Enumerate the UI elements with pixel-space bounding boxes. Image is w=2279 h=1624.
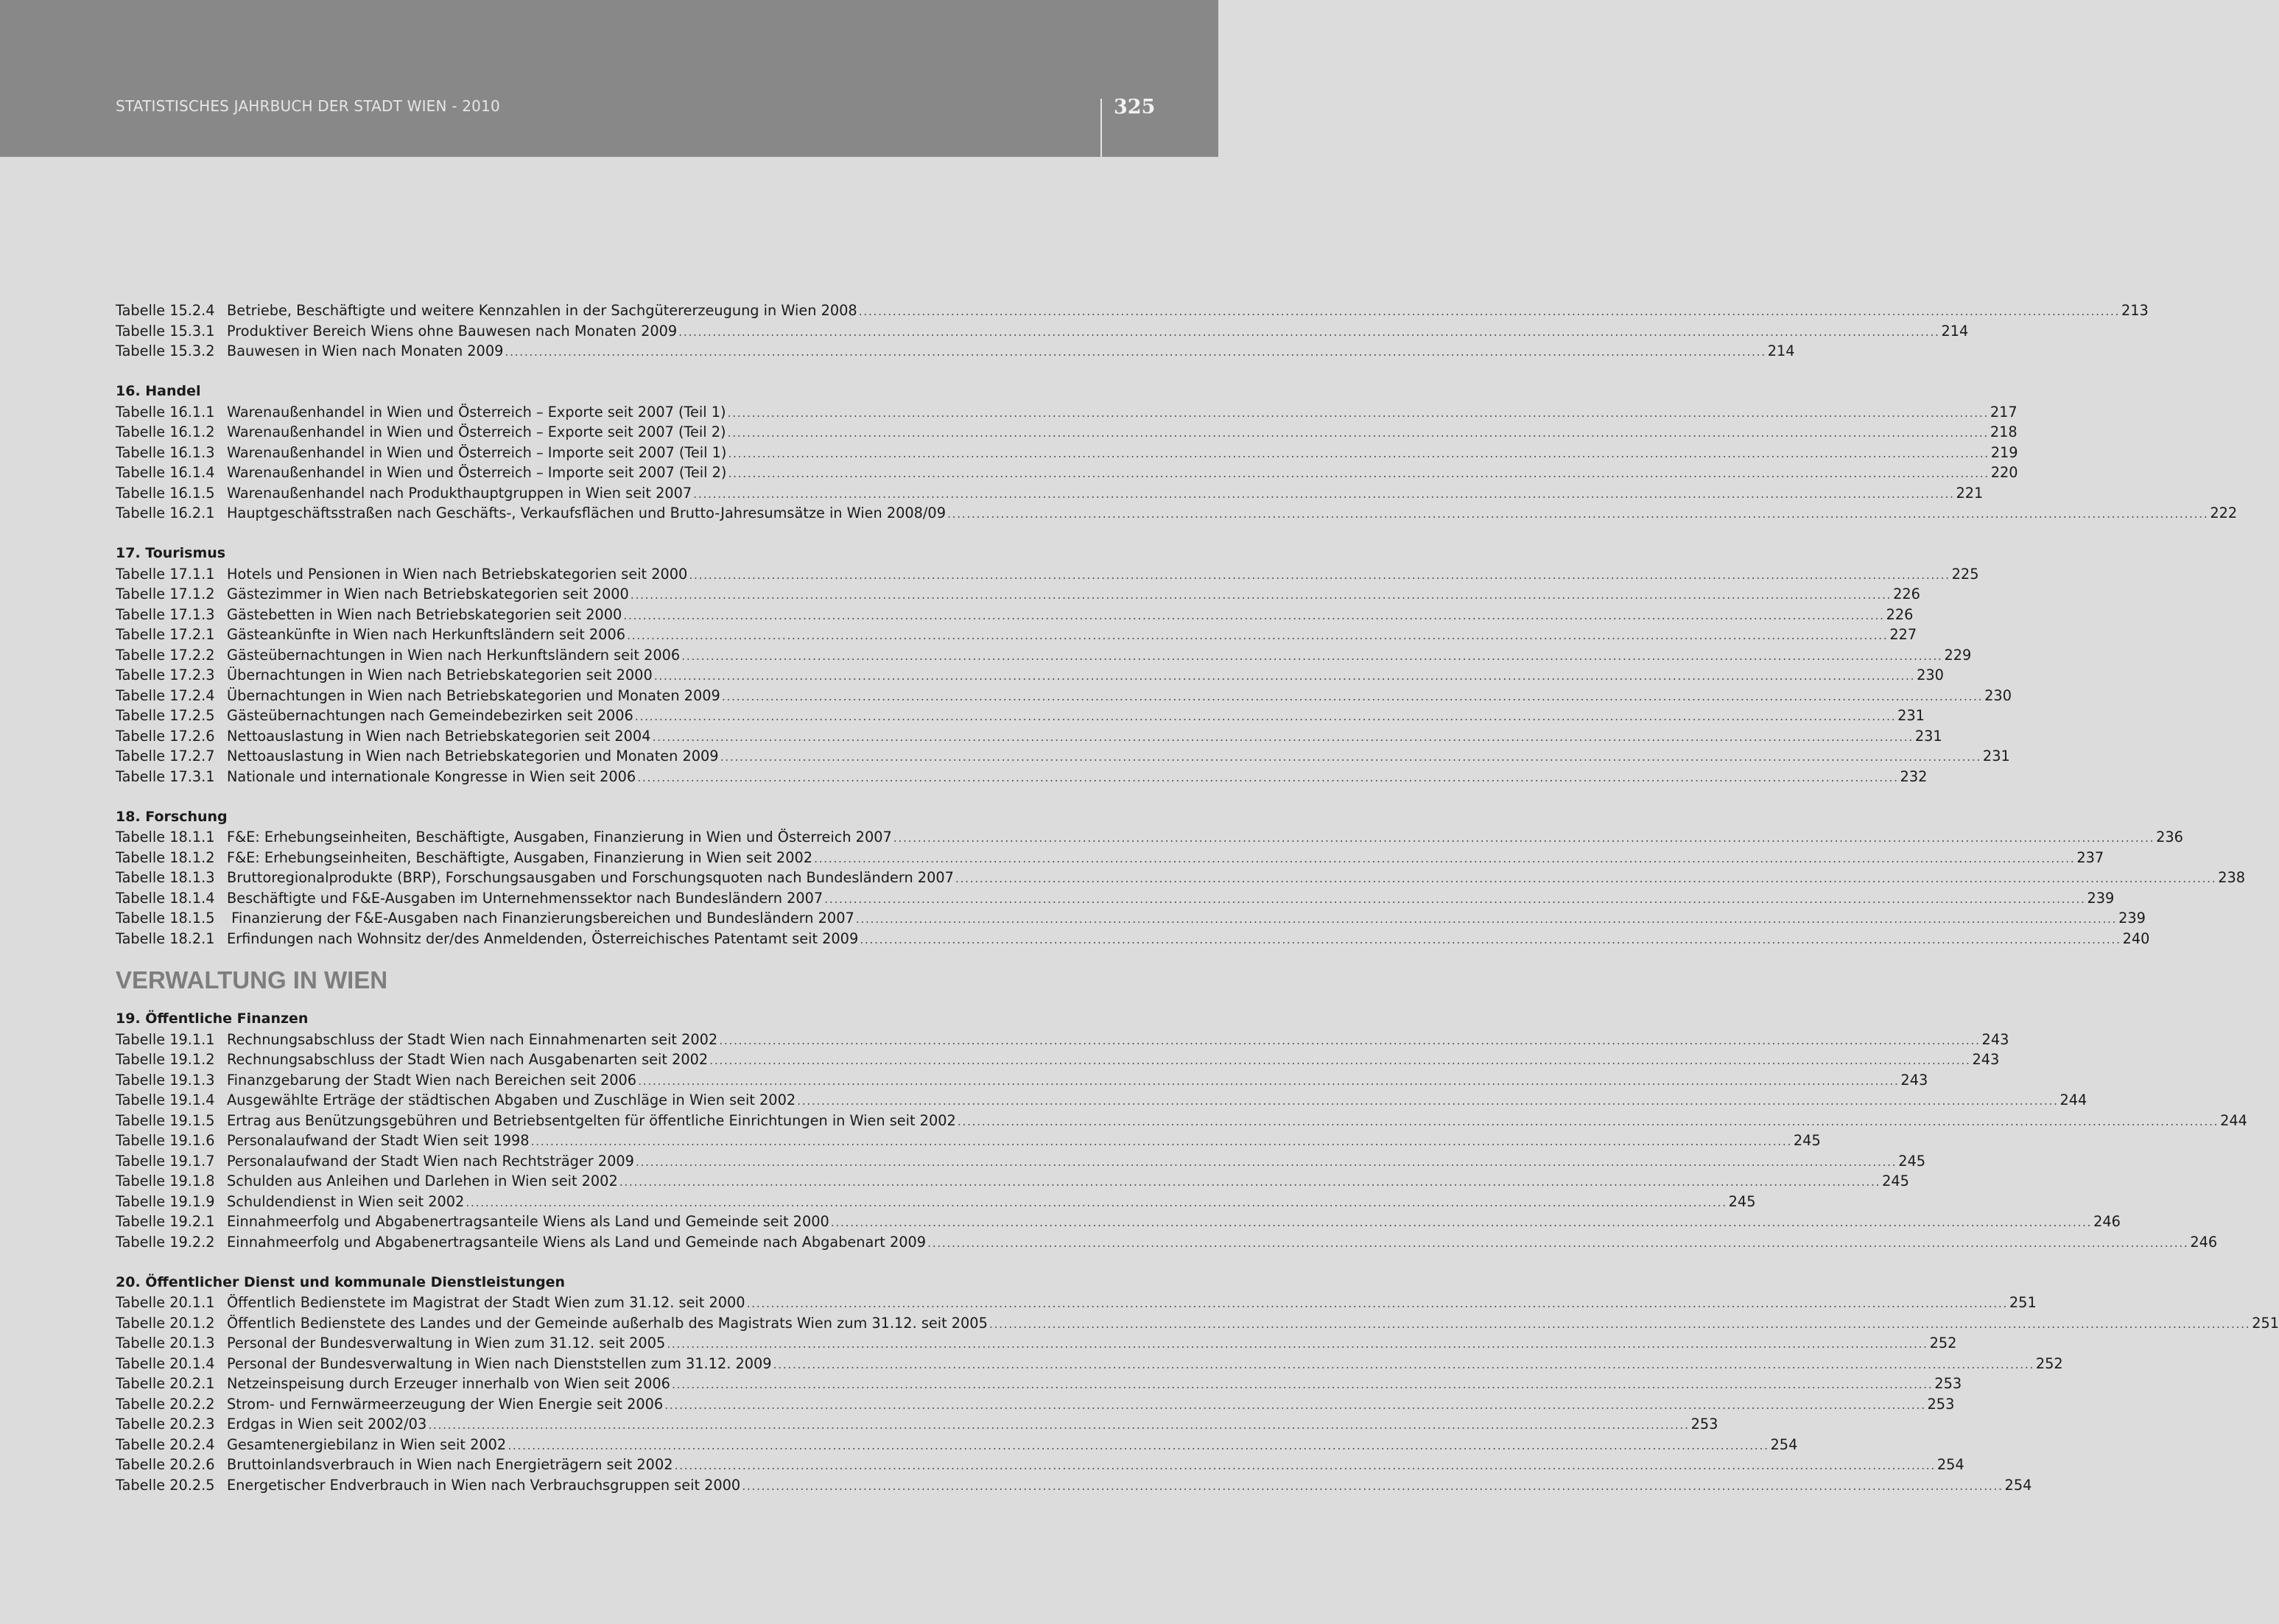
table-title: Personal der Bundesverwaltung in Wien zum 31.12. seit 2005: [227, 1335, 666, 1351]
table-number: Tabelle 19.1.5: [116, 1111, 215, 1129]
page-reference: 246: [2093, 1213, 2121, 1230]
toc-entry[interactable]: [116, 1293, 2037, 1313]
table-number: Tabelle 17.2.6: [116, 727, 215, 745]
toc-entry[interactable]: [116, 827, 2183, 848]
toc-entry[interactable]: [116, 564, 1979, 585]
page-reference: 244: [2220, 1111, 2247, 1129]
toc-entry[interactable]: [116, 1030, 2009, 1050]
table-number: Tabelle 16.1.3: [116, 443, 215, 461]
dot-leader: ....................................................................................................................................................................................................................................................................: [505, 345, 1766, 359]
table-title: Einnahmeerfolg und Abgabenertragsanteile Wiens als Land und Gemeinde nach Abgabenart 2009: [227, 1233, 927, 1251]
page-reference: 231: [1982, 748, 2010, 764]
dot-leader: ....................................................................................................................................................................................................................................................................: [773, 1357, 2034, 1371]
dot-leader: ....................................................................................................................................................................................................................................................................: [746, 1296, 2008, 1310]
dot-leader: ....................................................................................................................................................................................................................................................................: [681, 648, 1943, 663]
table-title: Personalaufwand der Stadt Wien nach Rechtsträger 2009: [227, 1152, 634, 1170]
table-title: Gesamtenergiebilanz in Wien seit 2002: [227, 1435, 507, 1453]
page-reference: 245: [1898, 1152, 1926, 1170]
toc-entry[interactable]: [116, 341, 1795, 362]
table-number: Tabelle 15.3.2: [116, 342, 215, 359]
page-reference: 231: [1914, 727, 1942, 745]
table-number: Tabelle 20.1.3: [116, 1335, 215, 1351]
section-heading: 19. Öffentliche Finanzen: [116, 1010, 309, 1027]
table-number: Tabelle 16.1.4: [116, 464, 215, 481]
part-heading: VERWALTUNG IN WIEN: [116, 966, 388, 994]
table-title: Finanzierung der F&E-Ausgaben nach Finanzierungsbereichen und Bundesländern 2007: [227, 910, 854, 927]
table-title: Nationale und internationale Kongresse in Wien seit 2006: [227, 767, 636, 785]
toc-entry[interactable]: [116, 767, 1928, 787]
table-title: Öffentlich Bedienstete des Landes und der Gemeinde außerhalb des Magistrats Wien zum 31.12. seit 2005: [227, 1314, 988, 1332]
toc-entry[interactable]: [116, 1435, 1798, 1455]
dot-leader: ....................................................................................................................................................................................................................................................................: [634, 709, 1897, 723]
table-number: Tabelle 17.1.1: [116, 565, 215, 583]
page-reference: 214: [1767, 342, 1795, 359]
table-title: Produktiver Bereich Wiens ohne Bauwesen nach Monaten 2009: [227, 322, 678, 340]
table-number: Tabelle 18.1.2: [116, 848, 215, 866]
table-title: Beschäftigte und F&E-Ausgaben im Unternehmenssektor nach Bundesländern 2007: [227, 889, 824, 907]
table-title: Strom- und Fernwärmeerzeugung der Wien Energie seit 2006: [227, 1395, 664, 1413]
page-reference: 236: [2156, 829, 2183, 846]
page-reference: 254: [1936, 1456, 1964, 1473]
table-number: Tabelle 16.2.1: [116, 505, 215, 521]
page-reference: 237: [2076, 848, 2104, 866]
page-reference: 254: [2004, 1476, 2032, 1494]
page-reference: 243: [1972, 1051, 2000, 1068]
toc-entry[interactable]: [116, 1192, 1756, 1212]
table-number: Tabelle 17.1.2: [116, 586, 215, 602]
table-number: Tabelle 19.1.1: [116, 1030, 215, 1048]
table-number: Tabelle 18.1.3: [116, 869, 215, 886]
dot-leader: ....................................................................................................................................................................................................................................................................: [830, 1215, 2093, 1229]
toc-entry[interactable]: [116, 605, 1914, 625]
table-title: Schuldendienst in Wien seit 2002: [227, 1192, 465, 1210]
page-reference: 225: [1951, 565, 1979, 583]
table-number: Tabelle 19.1.2: [116, 1051, 215, 1068]
dot-leader: ....................................................................................................................................................................................................................................................................: [428, 1418, 1690, 1432]
toc-entry[interactable]: [116, 1313, 2279, 1334]
table-title: Gästezimmer in Wien nach Betriebskategorien seit 2000: [227, 586, 629, 602]
table-number: Tabelle 19.1.6: [116, 1132, 215, 1149]
table-title: Warenaußenhandel in Wien und Österreich – Exporte seit 2007 (Teil 1): [227, 403, 726, 421]
page-reference: 226: [1893, 586, 1920, 602]
table-title: Warenaußenhandel in Wien und Österreich – Importe seit 2007 (Teil 2): [227, 464, 727, 481]
table-number: Tabelle 19.1.3: [116, 1071, 215, 1089]
dot-leader: ....................................................................................................................................................................................................................................................................: [630, 588, 1892, 602]
table-title: Gästeübernachtungen in Wien nach Herkunftsländern seit 2006: [227, 646, 681, 664]
page-reference: 243: [1900, 1071, 1928, 1089]
dot-leader: ....................................................................................................................................................................................................................................................................: [619, 1175, 1881, 1189]
dot-leader: ....................................................................................................................................................................................................................................................................: [728, 466, 1990, 480]
table-title: Finanzgebarung der Stadt Wien nach Bereichen seit 2006: [227, 1071, 637, 1089]
dot-leader: ....................................................................................................................................................................................................................................................................: [678, 324, 1940, 339]
dot-leader: ....................................................................................................................................................................................................................................................................: [728, 446, 1990, 460]
table-number: Tabelle 19.1.9: [116, 1192, 215, 1210]
running-title: STATISTISCHES JAHRBUCH DER STADT WIEN - 2010: [116, 97, 500, 115]
page-reference: 230: [1984, 686, 2012, 704]
table-title: Gästebetten in Wien nach Betriebskategorien seit 2000: [227, 605, 622, 623]
table-number: Tabelle 18.1.4: [116, 889, 215, 907]
dot-leader: ....................................................................................................................................................................................................................................................................: [727, 426, 1989, 440]
page-reference: 245: [1882, 1173, 1909, 1189]
dot-leader: ....................................................................................................................................................................................................................................................................: [860, 932, 2121, 946]
table-title: F&E: Erhebungseinheiten, Beschäftigte, Ausgaben, Finanzierung in Wien und Österreich 2007: [227, 829, 892, 846]
page-reference: 232: [1900, 767, 1928, 785]
dot-leader: ....................................................................................................................................................................................................................................................................: [637, 770, 1899, 784]
table-number: Tabelle 18.1.1: [116, 829, 215, 846]
toc-entry[interactable]: [116, 1394, 1955, 1415]
toc-entry[interactable]: [116, 1171, 1909, 1192]
toc-entry[interactable]: [116, 483, 1984, 504]
toc-entry[interactable]: [116, 1414, 1718, 1435]
dot-leader: ....................................................................................................................................................................................................................................................................: [858, 304, 2121, 318]
table-title: Übernachtungen in Wien nach Betriebskategorien seit 2000: [227, 667, 653, 683]
page-reference: 226: [1886, 605, 1914, 623]
table-title: Hotels und Pensionen in Wien nach Betriebskategorien seit 2000: [227, 565, 688, 583]
table-number: Tabelle 19.1.4: [116, 1092, 215, 1108]
toc-entry[interactable]: [116, 1070, 1928, 1091]
section-heading: 16. Handel: [116, 383, 201, 399]
toc-entry[interactable]: [116, 848, 2104, 868]
table-title: Schulden aus Anleihen und Darlehen in Wien seit 2002: [227, 1173, 618, 1189]
dot-leader: ....................................................................................................................................................................................................................................................................: [742, 1478, 2004, 1493]
table-number: Tabelle 19.2.2: [116, 1233, 215, 1251]
dot-leader: ....................................................................................................................................................................................................................................................................: [720, 750, 1981, 764]
page-reference: 239: [2118, 910, 2146, 927]
table-title: Personalaufwand der Stadt Wien seit 1998: [227, 1132, 530, 1149]
table-number: Tabelle 17.2.2: [116, 646, 215, 664]
table-title: Bruttoregionalprodukte (BRP), Forschungsausgaben und Forschungsquoten nach Bundesländern 2007: [227, 869, 954, 886]
toc-entry[interactable]: [116, 1131, 1821, 1151]
page-reference: 239: [2087, 889, 2115, 907]
dot-leader: ....................................................................................................................................................................................................................................................................: [674, 1458, 1936, 1472]
table-title: Nettoauslastung in Wien nach Betriebskategorien seit 2004: [227, 727, 651, 745]
table-number: Tabelle 20.2.1: [116, 1375, 215, 1392]
dot-leader: ....................................................................................................................................................................................................................................................................: [721, 689, 1984, 703]
table-number: Tabelle 20.2.2: [116, 1395, 215, 1413]
dot-leader: ....................................................................................................................................................................................................................................................................: [635, 1154, 1897, 1169]
table-number: Tabelle 15.3.1: [116, 322, 215, 340]
table-number: Tabelle 17.2.4: [116, 686, 215, 704]
page-reference: 230: [1917, 667, 1944, 683]
page-reference: 240: [2122, 929, 2150, 947]
page-reference: 252: [2035, 1354, 2063, 1372]
table-number: Tabelle 19.1.7: [116, 1152, 215, 1170]
table-number: Tabelle 20.1.4: [116, 1354, 215, 1372]
page-reference: 251: [2252, 1314, 2279, 1332]
page-reference: 229: [1944, 646, 1972, 664]
dot-leader: ....................................................................................................................................................................................................................................................................: [927, 1235, 2189, 1250]
dot-leader: ....................................................................................................................................................................................................................................................................: [947, 507, 2209, 521]
table-title: Erfindungen nach Wohnsitz der/des Anmeldenden, Österreichisches Patentamt seit 2009: [227, 929, 859, 947]
table-title: Personal der Bundesverwaltung in Wien nach Dienststellen zum 31.12. 2009: [227, 1354, 772, 1372]
dot-leader: ....................................................................................................................................................................................................................................................................: [466, 1195, 1727, 1209]
dot-leader: ....................................................................................................................................................................................................................................................................: [653, 669, 1916, 683]
toc-entry[interactable]: [116, 1232, 2218, 1253]
toc-entry[interactable]: [116, 746, 2010, 767]
page-reference: 252: [1929, 1335, 1957, 1351]
toc-entry[interactable]: [116, 1212, 2121, 1232]
table-of-contents: [116, 300, 2279, 1495]
toc-entry[interactable]: [116, 645, 1972, 666]
toc-entry[interactable]: [116, 625, 1917, 645]
toc-entry[interactable]: [116, 1050, 2000, 1070]
table-title: Ertrag aus Benützungsgebühren und Betriebsentgelten für öffentliche Einrichtungen in Wien seit 2002: [227, 1111, 956, 1129]
table-title: Warenaußenhandel in Wien und Österreich – Importe seit 2007 (Teil 1): [227, 443, 727, 461]
table-number: Tabelle 16.1.2: [116, 423, 215, 440]
page-reference: 246: [2190, 1233, 2218, 1251]
page-reference: 227: [1889, 626, 1917, 643]
toc-entry[interactable]: [116, 929, 2150, 949]
table-title: Bruttoinlandsverbrauch in Wien nach Energieträgern seit 2002: [227, 1456, 673, 1473]
dot-leader: ....................................................................................................................................................................................................................................................................: [824, 891, 2086, 906]
table-title: Erdgas in Wien seit 2002/03: [227, 1416, 427, 1433]
table-number: Tabelle 17.1.3: [116, 605, 215, 623]
dot-leader: ....................................................................................................................................................................................................................................................................: [623, 608, 1885, 622]
table-number: Tabelle 20.2.6: [116, 1456, 215, 1473]
page-reference: 219: [1990, 443, 2018, 461]
table-number: Tabelle 16.1.1: [116, 403, 215, 421]
page-reference: 253: [1934, 1375, 1962, 1392]
page-reference: 221: [1956, 484, 1984, 502]
header-divider: [1100, 99, 1102, 157]
dot-leader: ....................................................................................................................................................................................................................................................................: [797, 1094, 2059, 1108]
table-title: Nettoauslastung in Wien nach Betriebskategorien und Monaten 2009: [227, 748, 719, 764]
page-reference: 254: [1770, 1435, 1798, 1453]
dot-leader: ....................................................................................................................................................................................................................................................................: [664, 1397, 1926, 1412]
page-reference: 253: [1927, 1395, 1955, 1413]
table-number: Tabelle 18.1.5: [116, 910, 215, 927]
dot-leader: ....................................................................................................................................................................................................................................................................: [719, 1033, 1981, 1047]
toc-entry[interactable]: [116, 726, 1942, 747]
table-number: Tabelle 17.2.1: [116, 626, 215, 643]
section-heading: 20. Öffentlicher Dienst und kommunale Dienstleistungen: [116, 1273, 566, 1290]
toc-entry[interactable]: [116, 1111, 2247, 1131]
table-title: Gästeübernachtungen nach Gemeindebezirken seit 2006: [227, 707, 633, 724]
dot-leader: ....................................................................................................................................................................................................................................................................: [689, 567, 1950, 582]
table-number: Tabelle 15.2.4: [116, 302, 215, 319]
table-number: Tabelle 17.2.3: [116, 667, 215, 683]
page-reference: 213: [2121, 302, 2149, 319]
dot-leader: ....................................................................................................................................................................................................................................................................: [814, 851, 2076, 865]
table-title: F&E: Erhebungseinheiten, Beschäftigte, Ausgaben, Finanzierung in Wien seit 2002: [227, 848, 812, 866]
dot-leader: ....................................................................................................................................................................................................................................................................: [652, 729, 1914, 744]
table-title: Netzeinspeisung durch Erzeuger innerhalb von Wien seit 2006: [227, 1375, 670, 1392]
table-title: Einnahmeerfolg und Abgabenertragsanteile Wiens als Land und Gemeinde seit 2000: [227, 1213, 829, 1230]
page-reference: 253: [1690, 1416, 1718, 1433]
dot-leader: ....................................................................................................................................................................................................................................................................: [955, 871, 2217, 885]
toc-entry[interactable]: [116, 422, 2018, 443]
page-reference: 245: [1793, 1132, 1821, 1149]
toc-entry[interactable]: [116, 665, 1944, 686]
table-number: Tabelle 20.2.5: [116, 1476, 215, 1494]
table-title: Energetischer Endverbrauch in Wien nach Verbrauchsgruppen seit 2000: [227, 1476, 741, 1494]
page-reference: 243: [1981, 1030, 2009, 1048]
toc-entry[interactable]: [116, 584, 1920, 605]
page-reference: 238: [2218, 869, 2246, 886]
toc-entry[interactable]: [116, 888, 2115, 909]
toc-entry[interactable]: [116, 1475, 2032, 1496]
dot-leader: ....................................................................................................................................................................................................................................................................: [693, 486, 1955, 501]
dot-leader: ....................................................................................................................................................................................................................................................................: [855, 912, 2118, 926]
table-title: Rechnungsabschluss der Stadt Wien nach Ausgabenarten seit 2002: [227, 1051, 709, 1068]
section-heading: 18. Forschung: [116, 808, 228, 825]
dot-leader: ....................................................................................................................................................................................................................................................................: [709, 1053, 1971, 1067]
page-reference: 220: [1990, 464, 2018, 481]
page-reference: 245: [1728, 1192, 1756, 1210]
table-title: Warenaußenhandel nach Produkthauptgruppen in Wien seit 2007: [227, 484, 692, 502]
toc-entry[interactable]: [116, 868, 2246, 888]
table-title: Gästeankünfte in Wien nach Herkunftsländern seit 2006: [227, 626, 625, 643]
table-number: Tabelle 19.1.8: [116, 1173, 215, 1189]
dot-leader: ....................................................................................................................................................................................................................................................................: [671, 1377, 1934, 1391]
toc-entry[interactable]: [116, 1354, 2063, 1374]
page-reference: 231: [1897, 707, 1925, 724]
dot-leader: ....................................................................................................................................................................................................................................................................: [638, 1073, 1900, 1088]
dot-leader: ....................................................................................................................................................................................................................................................................: [508, 1438, 1769, 1452]
dot-leader: ....................................................................................................................................................................................................................................................................: [667, 1337, 1928, 1351]
page-reference: 244: [2059, 1092, 2087, 1108]
toc-entry[interactable]: [116, 1374, 1962, 1394]
table-title: Bauwesen in Wien nach Monaten 2009: [227, 342, 504, 359]
page-reference: 217: [1990, 403, 2018, 421]
dot-leader: ....................................................................................................................................................................................................................................................................: [627, 628, 1889, 642]
table-number: Tabelle 17.2.7: [116, 748, 215, 764]
toc-entry[interactable]: [116, 1333, 1957, 1354]
table-number: Tabelle 19.2.1: [116, 1213, 215, 1230]
toc-entry[interactable]: [116, 1090, 2087, 1111]
table-title: Rechnungsabschluss der Stadt Wien nach Einnahmenarten seit 2002: [227, 1030, 718, 1048]
toc-entry[interactable]: [116, 1151, 1926, 1172]
dot-leader: ....................................................................................................................................................................................................................................................................: [727, 405, 1989, 420]
section-heading: 17. Tourismus: [116, 545, 226, 561]
dot-leader: ....................................................................................................................................................................................................................................................................: [893, 831, 2155, 845]
table-title: Übernachtungen in Wien nach Betriebskategorien und Monaten 2009: [227, 686, 720, 704]
page-reference: 251: [2009, 1294, 2037, 1311]
table-title: Betriebe, Beschäftigte und weitere Kennzahlen in der Sachgütererzeugung in Wien 2008: [227, 302, 857, 319]
dot-leader: ....................................................................................................................................................................................................................................................................: [988, 1316, 2251, 1331]
toc-entry[interactable]: [116, 1455, 1964, 1475]
table-number: Tabelle 16.1.5: [116, 484, 215, 502]
toc-entry[interactable]: [116, 503, 2238, 524]
table-title: Öffentlich Bedienstete im Magistrat der Stadt Wien zum 31.12. seit 2000: [227, 1294, 745, 1311]
table-title: Hauptgeschäftsstraßen nach Geschäfts-, Verkaufsflächen und Brutto-Jahresumsätze in Wien 2008/09: [227, 505, 946, 521]
table-number: Tabelle 20.2.3: [116, 1416, 215, 1433]
page-number: 325: [1114, 96, 1156, 119]
toc-entry[interactable]: [116, 300, 2149, 321]
page-reference: 222: [2210, 505, 2238, 521]
page-reference: 218: [1990, 423, 2018, 440]
table-number: Tabelle 20.1.2: [116, 1314, 215, 1332]
toc-entry[interactable]: [116, 908, 2146, 929]
toc-entry[interactable]: [116, 686, 2012, 706]
table-number: Tabelle 18.2.1: [116, 929, 215, 947]
page-reference: 214: [1941, 322, 1969, 340]
toc-entry[interactable]: [116, 706, 1925, 726]
table-number: Tabelle 20.1.1: [116, 1294, 215, 1311]
page-header: [0, 0, 1218, 157]
dot-leader: ....................................................................................................................................................................................................................................................................: [957, 1114, 2219, 1128]
toc-entry[interactable]: [116, 443, 2018, 463]
table-number: Tabelle 17.3.1: [116, 767, 215, 785]
table-title: Warenaußenhandel in Wien und Österreich – Exporte seit 2007 (Teil 2): [227, 423, 726, 440]
table-title: Ausgewählte Erträge der städtischen Abgaben und Zuschläge in Wien seit 2002: [227, 1092, 796, 1108]
table-number: Tabelle 17.2.5: [116, 707, 215, 724]
toc-entry[interactable]: [116, 463, 2018, 483]
toc-entry[interactable]: [116, 321, 1969, 342]
table-number: Tabelle 20.2.4: [116, 1435, 215, 1453]
toc-entry[interactable]: [116, 402, 2018, 423]
dot-leader: ....................................................................................................................................................................................................................................................................: [530, 1134, 1792, 1148]
